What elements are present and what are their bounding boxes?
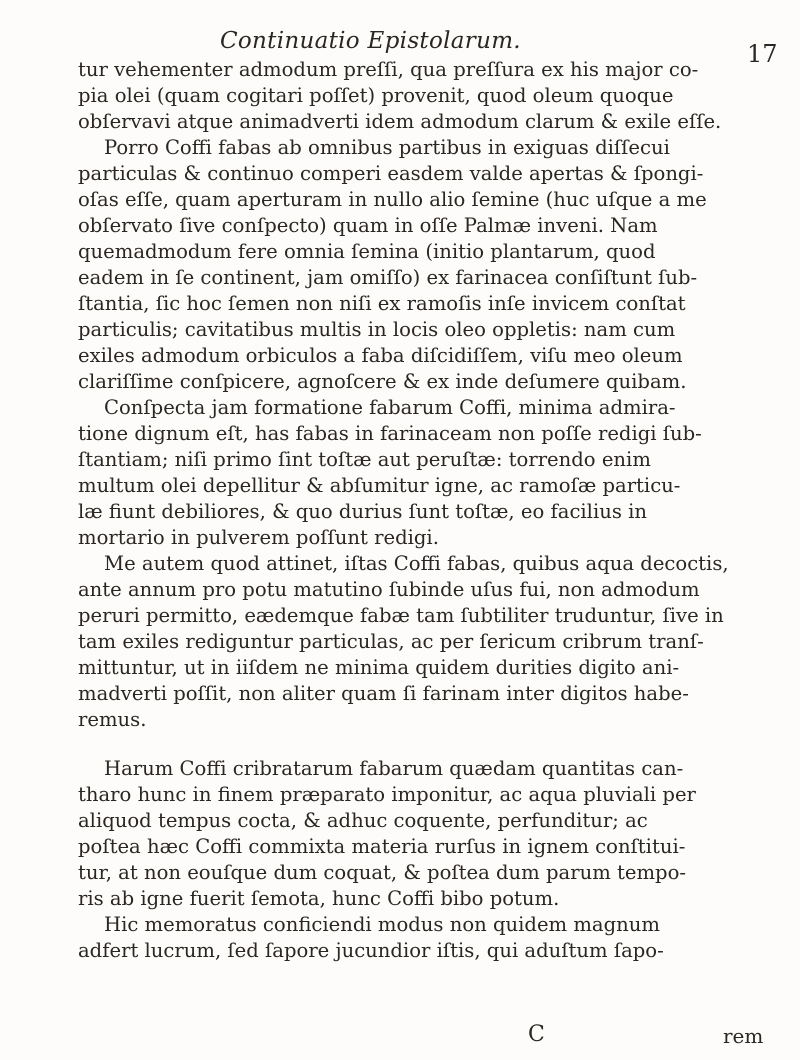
text-line: adfert lucrum, ſed ſapore jucundior iſtis, qui aduſtum ſapo-	[78, 939, 664, 962]
text-line: obſervato ſive conſpecto) quam in oſſe Palmæ inveni. Nam	[78, 214, 658, 237]
page-footer	[0, 1022, 800, 1052]
text-line: Me autem quod attinet, iſtas Coffi fabas, quibus aqua decoctis,	[104, 552, 729, 575]
text-line: mortario in pulverem poſſunt redigi.	[78, 526, 439, 549]
signature-mark: C	[528, 1022, 545, 1047]
text-line: tur vehementer admodum preſſi, qua preſſura ex his major co-	[78, 58, 699, 81]
text-line: clariſſime conſpicere, agnoſcere & ex inde deſumere quibam.	[78, 370, 687, 393]
text-line: obſervavi atque animadverti idem admodum clarum & exile eſſe.	[78, 110, 722, 133]
running-title: Continuatio Epistolarum.	[220, 28, 521, 54]
text-line: eadem in ſe continent, jam omiſſo) ex farinacea conſiſtunt ſub-	[78, 266, 698, 289]
text-line: peruri permitto, eædemque fabæ tam ſubtiliter truduntur, ſive in	[78, 604, 724, 627]
text-line: aliquod tempus cocta, & adhuc coquente, perfunditur; ac	[78, 809, 648, 832]
text-line: ſtantiam; niſi primo ſint toſtæ aut peruſtæ: torrendo enim	[78, 448, 651, 471]
text-line: particulis; cavitatibus multis in locis oleo oppletis: nam cum	[78, 318, 676, 341]
text-line: tharo hunc in finem præparato imponitur, ac aqua pluviali per	[78, 783, 696, 806]
text-line: quemadmodum fere omnia ſemina (initio plantarum, quod	[78, 240, 656, 263]
text-line: mittuntur, ut in iiſdem ne minima quidem durities digito ani-	[78, 656, 680, 679]
text-line: Porro Coffi fabas ab omnibus partibus in exiguas diſſecui	[104, 136, 670, 159]
text-line: remus.	[78, 708, 147, 731]
text-line: poſtea hæc Coffi commixta materia rurſus in ignem conſtitui-	[78, 835, 686, 858]
page-number: 17	[747, 40, 778, 68]
text-line: ris ab igne fuerit ſemota, hunc Coffi bibo potum.	[78, 887, 560, 910]
running-head	[0, 10, 800, 68]
text-line: tur, at non eouſque dum coquat, & poſtea dum parum tempo-	[78, 861, 687, 884]
text-line: exiles admodum orbiculos a faba diſcidiſſem, viſu meo oleum	[78, 344, 683, 367]
text-line: multum olei depellitur & abſumitur igne, ac ramoſæ particu-	[78, 474, 681, 497]
text-line: Hic memoratus conficiendi modus non quidem magnum	[104, 913, 660, 936]
text-line: Harum Coffi cribratarum fabarum quædam quantitas can-	[104, 757, 684, 780]
text-line: Conſpecta jam formatione fabarum Coffi, minima admira-	[104, 396, 676, 419]
text-line: læ fiunt debiliores, & quo durius ſunt toſtæ, eo facilius in	[78, 500, 648, 523]
text-line: ſtantia, ſic hoc ſemen non niſi ex ramoſis inſe invicem conſtat	[78, 292, 686, 315]
text-line: tam exiles rediguntur particulas, ac per ſericum cribrum tranſ-	[78, 630, 704, 653]
text-line: oſas eſſe, quam aperturam in nullo alio ſemine (huc uſque a me	[78, 188, 707, 211]
text-line: particulas & continuo comperi easdem valde apertas & ſpongi-	[78, 162, 704, 185]
text-line: tione dignum eſt, has fabas in farinaceam non poſſe redigi ſub-	[78, 422, 702, 445]
text-line: madverti poſſit, non aliter quam ſi farinam inter digitos habe-	[78, 682, 689, 705]
catchword: rem	[723, 1024, 764, 1048]
text-line: ante annum pro potu matutino ſubinde uſus fui, non admodum	[78, 578, 700, 601]
text-line: pia olei (quam cogitari poſſet) provenit, quod oleum quoque	[78, 84, 674, 107]
